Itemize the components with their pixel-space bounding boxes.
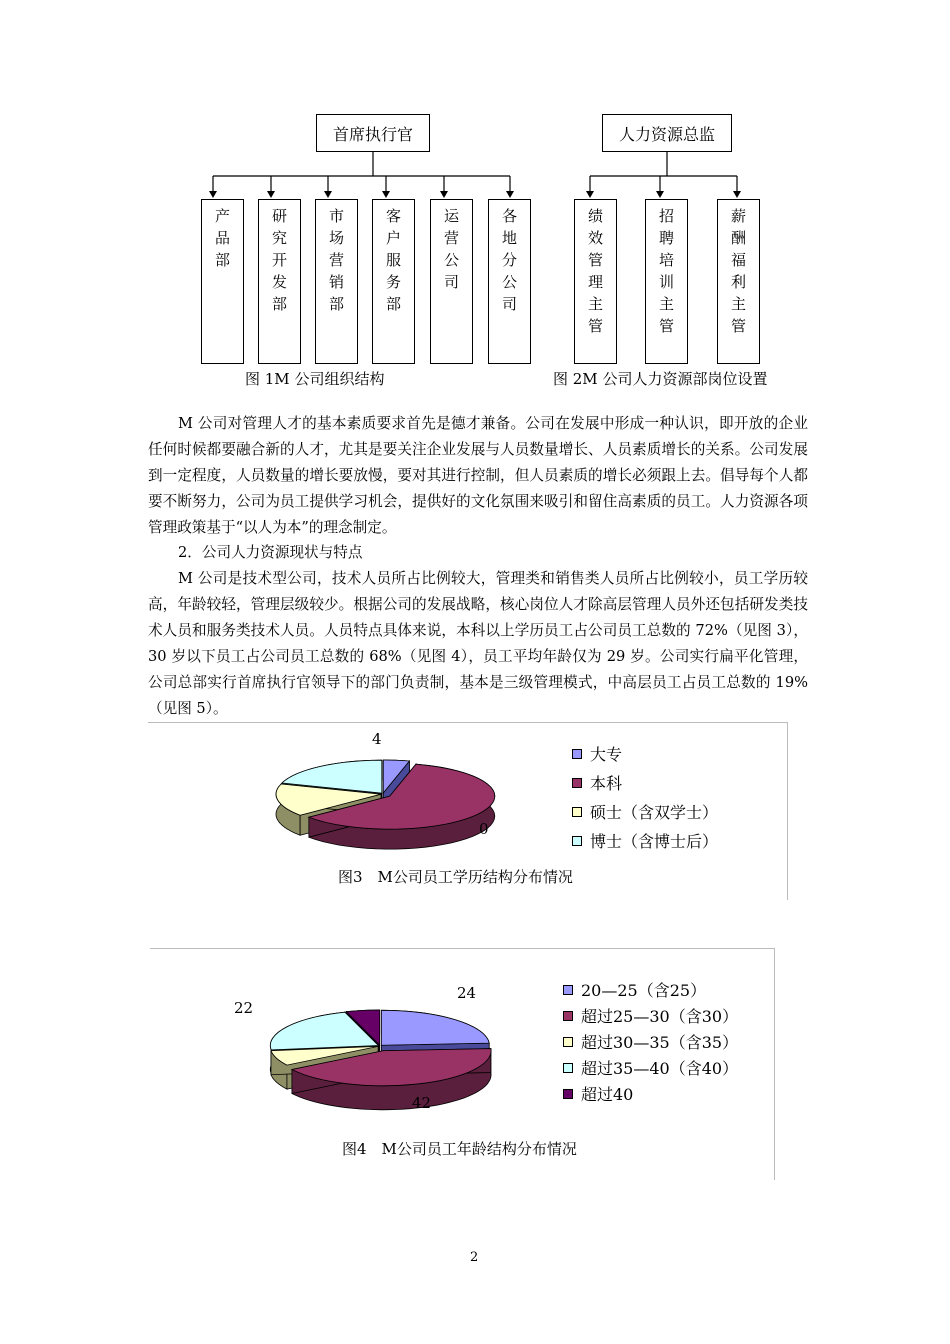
legend-label: 超过30—35（含35） xyxy=(581,1033,739,1052)
figure-3-data-label-2: 0 xyxy=(479,820,489,838)
figure-3-pie xyxy=(248,744,508,874)
figure-3-data-label-1: 4 xyxy=(372,730,382,748)
figure-4-legend-4 xyxy=(563,1056,738,1079)
legend-swatch xyxy=(563,1011,573,1021)
paragraph-2: M 公司是技术型公司，技术人员所占比例较大，管理类和销售类人员所占比例较小，员工学历较高，年龄较轻，管理层级较少。根据公司的发展战略，核心岗位人才除高层管理人员外还包括研发类技术人员和服务类技术人员。人员特点具体来说，本科以上学历员工占公司员工总数的 72%（见图 3），30 岁以下员工占公司员工总数的 68%（见图 4），员工平均年龄仅为 29 岁。公司实行扁平化管理，公司总部实行首席执行官领导下的部门负责制，基本是三级管理模式，中高层员工占员工总数的 19%（见图 5）。 xyxy=(148,570,808,717)
legend-swatch xyxy=(563,1089,573,1099)
dept-box-marketing xyxy=(315,199,358,364)
paragraph-1: M 公司对管理人才的基本素质要求首先是德才兼备。公司在发展中形成一种认识，即开放的企业任何时候都要融合新的人才，尤其是要关注企业发展与人员数量增长、人员素质增长的关系。公司发展到一定程度，人员数量的增长要放慢，要对其进行控制，但人员素质的增长必须跟上去。倡导每个人都要不断努力，公司为员工提供学习机会，提供好的文化氛围来吸引和留住高素质的员工。人力资源各项管理政策基于“以人为本”的理念制定。 xyxy=(148,415,808,536)
org-chart-1-caption: 图 1M 公司组织结构 xyxy=(245,370,385,388)
legend-swatch xyxy=(563,1037,573,1047)
figure-4-pie xyxy=(245,988,505,1138)
figure-4-data-label-1: 24 xyxy=(457,984,477,1002)
figure-4-caption: 图4 M公司员工年龄结构分布情况 xyxy=(342,1140,577,1158)
legend-label: 本科 xyxy=(590,774,623,793)
figure-3-legend-4 xyxy=(572,829,718,852)
dept-box-product xyxy=(201,199,244,364)
position-box-compensation xyxy=(717,199,760,364)
figure-4-legend-1 xyxy=(563,978,706,1001)
position-label: 薪酬福利主管 xyxy=(729,208,747,340)
org-chart-2-caption: 图 2M 公司人力资源部岗位设置 xyxy=(553,370,768,388)
figure-4-data-label-3: 22 xyxy=(234,999,254,1017)
legend-swatch xyxy=(572,778,582,788)
legend-label: 超过35—40（含40） xyxy=(581,1059,739,1078)
hr-director-label: 人力资源总监 xyxy=(618,124,715,144)
figure-4-legend-5 xyxy=(563,1082,633,1105)
legend-label: 20—25（含25） xyxy=(581,981,707,1000)
legend-swatch xyxy=(563,1063,573,1073)
figure-4-data-label-2: 42 xyxy=(412,1094,432,1112)
dept-box-branches xyxy=(488,199,531,364)
dept-label: 市场营销部 xyxy=(327,208,345,318)
figure-4-legend-2 xyxy=(563,1004,738,1027)
dept-box-operations xyxy=(430,199,473,364)
legend-label: 硕士（含双学士） xyxy=(590,803,719,822)
dept-label: 研究开发部 xyxy=(270,208,288,318)
legend-swatch xyxy=(572,807,582,817)
position-box-performance xyxy=(574,199,617,364)
figure-3-chart xyxy=(148,722,788,900)
section-heading-2: 2．公司人力资源现状与特点 xyxy=(178,544,363,561)
org-chart-2-connectors xyxy=(0,0,950,210)
legend-label: 超过40 xyxy=(581,1085,634,1104)
figure-3-caption: 图3 M公司员工学历结构分布情况 xyxy=(338,868,573,886)
position-label: 招聘培训主管 xyxy=(657,208,675,340)
legend-swatch xyxy=(572,749,582,759)
figure-3-legend-1 xyxy=(572,742,622,765)
ceo-label: 首席执行官 xyxy=(332,124,413,144)
dept-label: 运营公司 xyxy=(442,208,460,296)
dept-label: 客户服务部 xyxy=(384,208,402,318)
legend-swatch xyxy=(563,985,573,995)
figure-3-legend-2 xyxy=(572,771,622,794)
dept-label: 产品部 xyxy=(213,208,231,274)
legend-swatch xyxy=(572,836,582,846)
figure-3-legend-3 xyxy=(572,800,718,823)
page-number: 2 xyxy=(470,1250,479,1265)
dept-label: 各地分公司 xyxy=(500,208,518,318)
legend-label: 大专 xyxy=(590,745,623,764)
position-label: 绩效管理主管 xyxy=(586,208,604,340)
legend-label: 博士（含博士后） xyxy=(590,832,719,851)
legend-label: 超过25—30（含30） xyxy=(581,1007,739,1026)
dept-box-rnd xyxy=(258,199,301,364)
position-box-recruitment xyxy=(645,199,688,364)
figure-4-legend-3 xyxy=(563,1030,738,1053)
dept-box-service xyxy=(372,199,415,364)
figure-4-chart xyxy=(150,948,775,1180)
